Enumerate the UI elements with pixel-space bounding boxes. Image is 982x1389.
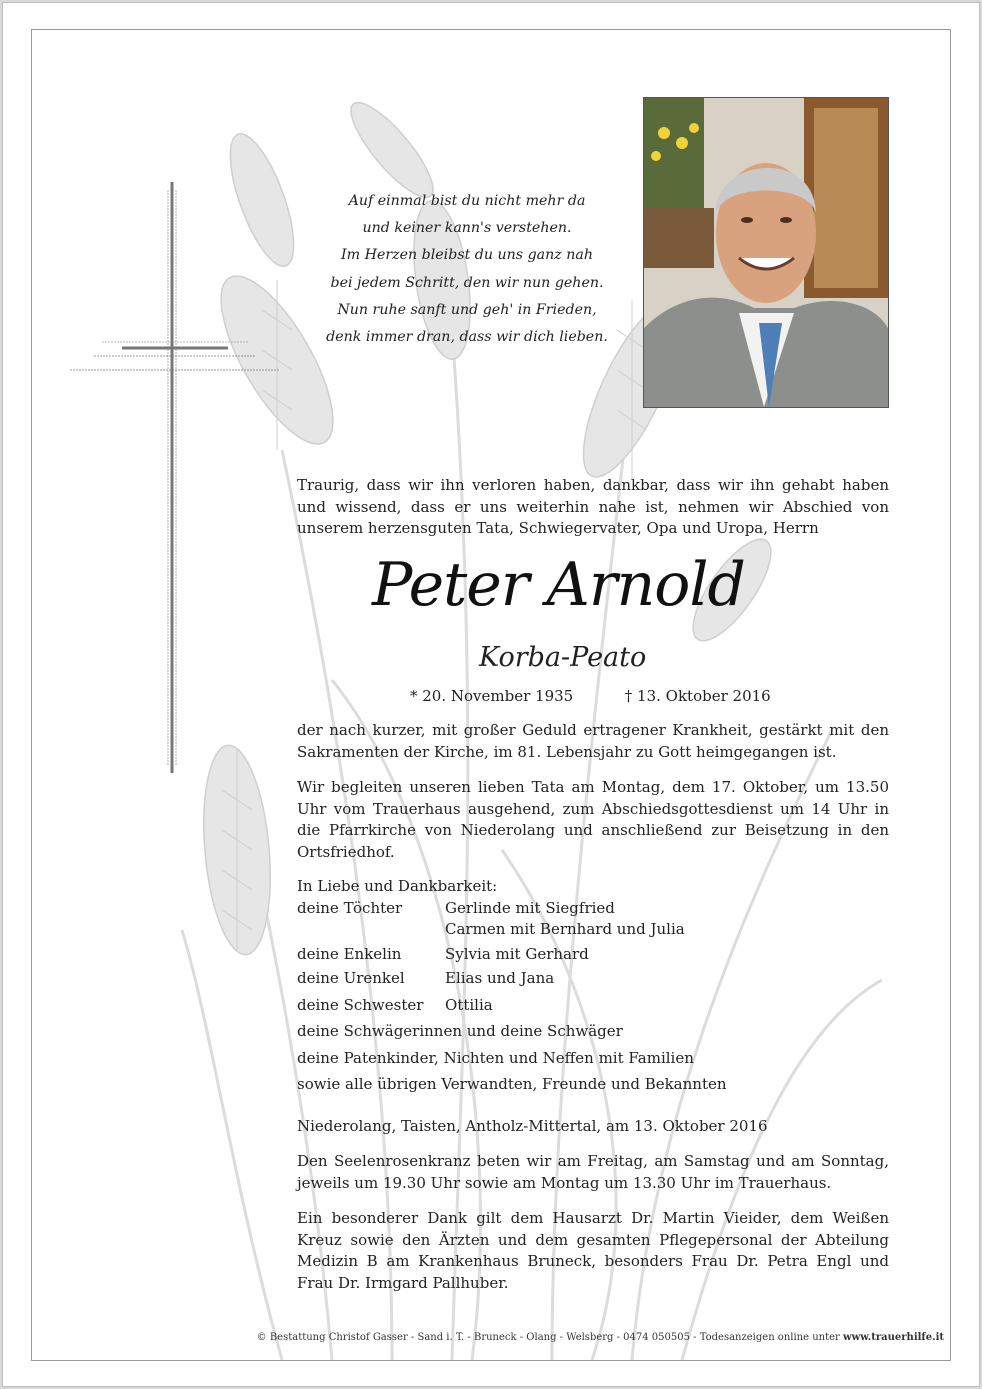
family-row: [297, 944, 889, 966]
life-dates: [410, 687, 771, 705]
family-row: [297, 898, 889, 920]
poem-line: bei jedem Schritt, den wir nun gehen.: [330, 274, 604, 291]
portrait-photo: [643, 97, 889, 408]
footer-link[interactable]: www.trauerhilfe.it: [842, 1332, 944, 1343]
illness-paragraph: der nach kurzer, mit großer Geduld ertragener Krankheit, gestärkt mit den Sakramenten der Kirche, im 81. Lebensjahr zu Gott heimgegangen ist.: [297, 721, 889, 761]
family-row: [297, 919, 889, 941]
family-names: Ottilia: [445, 995, 493, 1014]
family-heading: In Liebe und Dankbarkeit:: [297, 877, 498, 895]
thanks-paragraph: Ein besonderer Dank gilt dem Hausarzt Dr. Martin Vieider, dem Weißen Kreuz sowie den Ärzten und dem gesamten Pflegepersonal der Abteilung Medizin B am Krankenhaus Bruneck, besonders Frau Dr. Petra Engl und Frau Dr. Irmgard Pallhuber.: [297, 1209, 889, 1292]
family-row: [297, 995, 889, 1017]
service-paragraph: Wir begleiten unseren lieben Tata am Montag, dem 17. Oktober, um 13.50 Uhr vom Trauerhaus ausgehend, zum Abschiedsgottesdienst um 14 Uhr in die Pfarrkirche von Niederolang und anschließend zur Beisetzung in den Ortsfriedhof.: [297, 778, 889, 861]
family-relation: deine Töchter: [297, 898, 403, 917]
family-names: Gerlinde mit Siegfried: [445, 898, 615, 917]
intro-paragraph: Traurig, dass wir ihn verloren haben, dankbar, dass wir ihn gehabt haben und wissend, dass er uns weiterhin nahe ist, nehmen wir Abschied von unserem herzensguten Tata, Schwiegervater, Opa und Uropa, Herrn: [297, 476, 889, 537]
family-names: Elias und Jana: [445, 969, 555, 987]
death-date: † 13. Oktober 2016: [624, 687, 771, 705]
poem-line: Auf einmal bist du nicht mehr da: [348, 193, 586, 209]
poem-line: Nun ruhe sanft und geh' in Frieden,: [337, 301, 597, 318]
poem-line: Im Herzen bleibst du uns ganz nah: [341, 247, 593, 264]
deceased-name: Peter Arnold: [372, 550, 745, 620]
family-relation: deine Schwester: [297, 995, 424, 1014]
deceased-nickname: Korba-Peato: [479, 642, 647, 673]
poem-line: und keiner kann's verstehen.: [362, 220, 572, 237]
rosary-paragraph: Den Seelenrosenkranz beten wir am Freitag, am Samstag und am Sonntag, jeweils um 19.30 Uhr sowie am Montag um 13.30 Uhr im Trauerhaus.: [297, 1152, 889, 1192]
page-outer-frame: [2, 2, 980, 1387]
family-names: Sylvia mit Gerhard: [445, 944, 589, 963]
family-relation: deine Urenkel: [297, 969, 405, 987]
family-extra: deine Schwägerinnen und deine Schwäger: [297, 1022, 623, 1040]
family-relation: deine Enkelin: [297, 944, 402, 963]
memorial-poem: [272, 188, 662, 351]
footer-text: © Bestattung Christof Gasser - Sand i. T. - Bruneck - Olang - Welsberg - 0474 050505 - Todesanzeigen online unter: [256, 1332, 843, 1343]
family-extra: deine Patenkinder, Nichten und Neffen mit Familien: [297, 1048, 694, 1067]
birth-date: * 20. November 1935: [410, 687, 574, 705]
family-names: Carmen mit Bernhard und Julia: [445, 920, 685, 938]
footer-credit: [32, 1332, 950, 1343]
obituary-card: [31, 29, 951, 1361]
family-extra: sowie alle übrigen Verwandten, Freunde und Bekannten: [297, 1075, 727, 1093]
family-row: [297, 968, 889, 990]
place-date: Niederolang, Taisten, Antholz-Mittertal, am 13. Oktober 2016: [297, 1117, 768, 1135]
portrait-illustration: [644, 98, 888, 407]
family-list: [297, 876, 889, 1096]
poem-line: denk immer dran, dass wir dich lieben.: [326, 329, 608, 346]
